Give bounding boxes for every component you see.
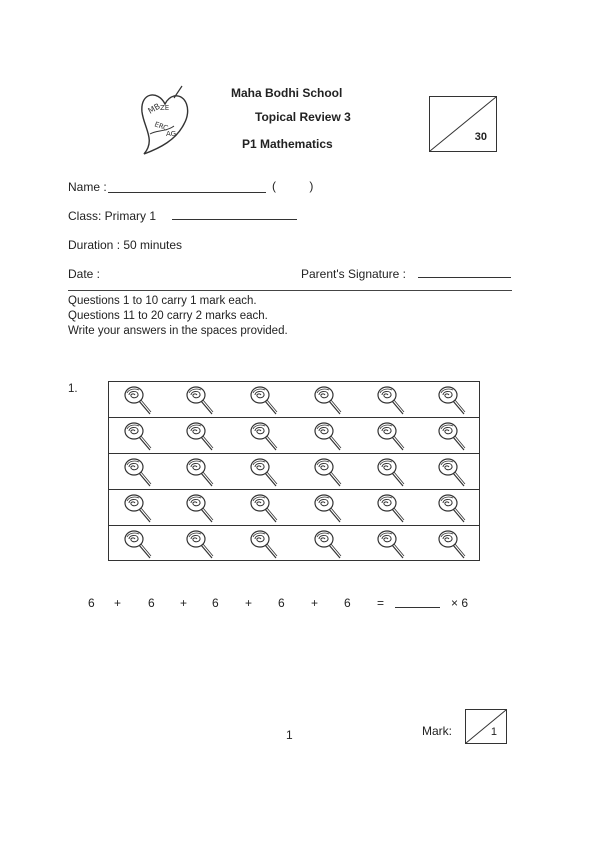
lollipop-icon xyxy=(376,529,406,559)
lollipop-icon xyxy=(249,493,279,523)
page-number: 1 xyxy=(286,728,293,742)
heart-leaf-logo-icon xyxy=(136,84,194,158)
plus-sign: + xyxy=(245,596,253,610)
total-score-box xyxy=(429,96,497,152)
lollipop-icon xyxy=(123,493,153,523)
instruction-line: Questions 1 to 10 carry 1 mark each. xyxy=(68,295,257,307)
plus-sign: + xyxy=(180,596,188,610)
duration-label: Duration : 50 minutes xyxy=(68,238,183,252)
lollipop-grid xyxy=(108,381,480,561)
date-label: Date : xyxy=(68,267,101,281)
lollipop-icon xyxy=(185,529,215,559)
addend: 6 xyxy=(88,596,95,610)
signature-field[interactable] xyxy=(418,277,511,278)
svg-text:ZE: ZE xyxy=(160,104,170,112)
name-field[interactable] xyxy=(108,192,266,193)
grid-row-divider xyxy=(109,382,479,526)
lollipop-icon xyxy=(437,493,467,523)
lollipop-icon xyxy=(376,493,406,523)
addend: 6 xyxy=(344,596,351,610)
subject-title: P1 Mathematics xyxy=(242,137,333,151)
plus-sign: + xyxy=(311,596,319,610)
school-name: Maha Bodhi School xyxy=(231,86,343,100)
addend: 6 xyxy=(212,596,219,610)
lollipop-icon xyxy=(313,529,343,559)
multiplier-term: × 6 xyxy=(451,596,469,610)
lollipop-icon xyxy=(313,493,343,523)
lollipop-icon xyxy=(185,493,215,523)
answer-blank[interactable] xyxy=(395,607,440,608)
lollipop-icon xyxy=(123,529,153,559)
question-mark-box xyxy=(465,709,507,744)
question-number: 1. xyxy=(68,383,78,395)
lollipop-icon xyxy=(437,529,467,559)
plus-sign: + xyxy=(114,596,122,610)
addend: 6 xyxy=(148,596,155,610)
header-divider xyxy=(68,290,512,291)
svg-text:MB: MB xyxy=(146,101,162,116)
mark-label: Mark: xyxy=(422,724,452,738)
name-label: Name : xyxy=(68,180,107,194)
equals-sign: = xyxy=(377,596,385,610)
mark-value: 1 xyxy=(490,726,497,738)
total-marks: 30 xyxy=(474,131,487,143)
svg-text:AG: AG xyxy=(166,130,177,138)
index-number-parens: ( ) xyxy=(272,179,314,193)
class-field[interactable] xyxy=(172,219,297,220)
signature-label: Parent's Signature : xyxy=(301,267,407,281)
lollipop-icon xyxy=(249,529,279,559)
review-title: Topical Review 3 xyxy=(255,110,351,124)
svg-text:ERC: ERC xyxy=(153,120,170,133)
addend: 6 xyxy=(278,596,285,610)
instruction-line: Questions 11 to 20 carry 2 marks each. xyxy=(68,310,268,322)
class-label: Class: Primary 1 xyxy=(68,209,157,223)
instruction-line: Write your answers in the spaces provided. xyxy=(68,325,288,337)
